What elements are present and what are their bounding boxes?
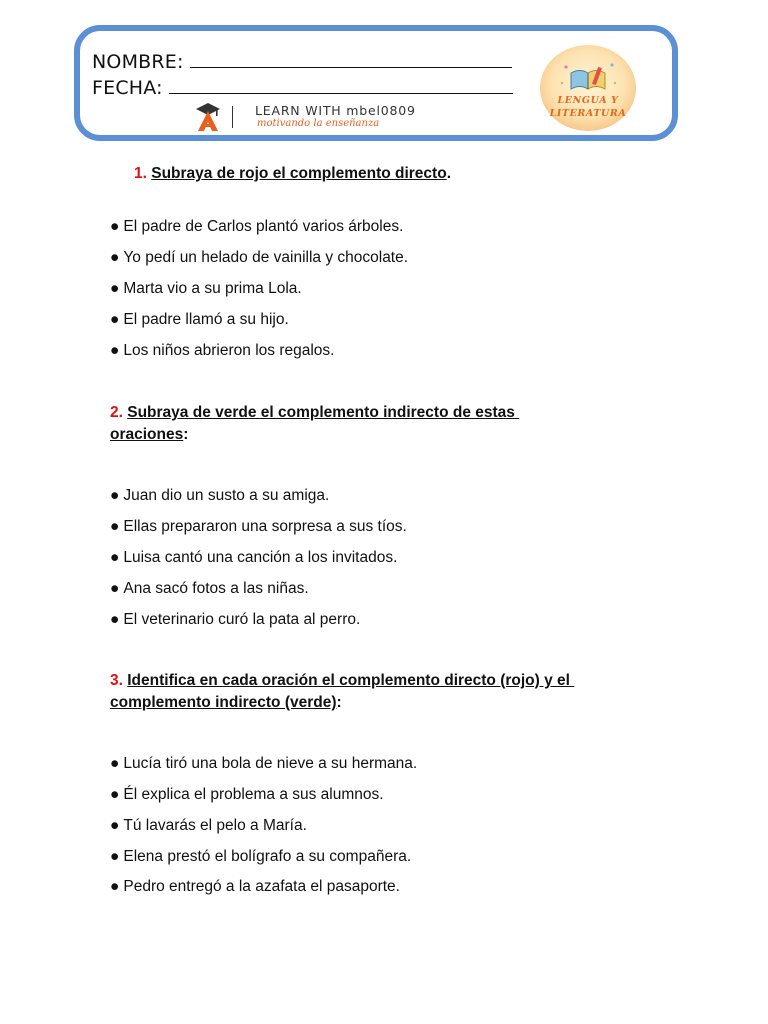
- bullet-icon: ●: [110, 311, 120, 328]
- bullet-icon: ●: [110, 549, 120, 566]
- badge-circle-icon: [538, 43, 638, 133]
- sentence: Ellas prepararon una sorpresa a sus tíos.: [123, 518, 407, 535]
- list-item: [110, 248, 408, 268]
- question-tail: :: [336, 694, 342, 711]
- bullet-icon: ●: [110, 249, 120, 266]
- bullet-icon: ●: [110, 580, 120, 597]
- question-2-title: [110, 402, 670, 446]
- worksheet-header: [74, 25, 678, 141]
- bullet-icon: ●: [110, 817, 120, 834]
- brand-tagline: motivando la enseñanza: [257, 117, 380, 129]
- list-item: [110, 548, 397, 568]
- badge-line1: LENGUA Y: [557, 95, 619, 106]
- bullet-icon: ●: [110, 611, 120, 628]
- list-item: [110, 517, 407, 537]
- question-text-line2: oraciones: [110, 426, 184, 443]
- question-text-line1: Identifica en cada oración el complemento directo (rojo) y el: [127, 672, 570, 689]
- sentence: Los niños abrieron los regalos.: [123, 342, 335, 359]
- list-item: [110, 610, 360, 630]
- list-item: [110, 579, 309, 599]
- bullet-icon: ●: [110, 280, 120, 297]
- question-text-line1: Subraya de verde el complemento indirecto de estas: [127, 404, 515, 421]
- list-item: [110, 877, 400, 897]
- bullet-icon: ●: [110, 786, 120, 803]
- list-item: [110, 847, 411, 867]
- badge-line2: LITERATURA: [549, 108, 627, 119]
- bullet-icon: ●: [110, 878, 120, 895]
- question-number: 2.: [110, 404, 123, 421]
- sentence: Tú lavarás el pelo a María.: [123, 817, 307, 834]
- brand-logo: [192, 103, 416, 131]
- name-label: NOMBRE:: [92, 51, 184, 73]
- brand-text: LEARN WITH mbel0809: [255, 103, 416, 119]
- list-item: [110, 310, 289, 330]
- sentence: Él explica el problema a sus alumnos.: [123, 786, 384, 803]
- question-tail: :: [183, 426, 189, 443]
- question-number: 3.: [110, 672, 123, 689]
- graduation-cap-icon: [192, 102, 226, 132]
- sentence: Lucía tiró una bola de nieve a su hermana.: [123, 755, 418, 772]
- sentence: Ana sacó fotos a las niñas.: [123, 580, 309, 597]
- question-number: 1.: [134, 165, 147, 182]
- name-blank-line[interactable]: [190, 51, 512, 68]
- sentence: Yo pedí un helado de vainilla y chocolate.: [123, 249, 409, 266]
- question-3-title: [110, 670, 710, 714]
- lengua-literatura-badge: [538, 43, 638, 133]
- sentence: El padre de Carlos plantó varios árboles.: [123, 218, 404, 235]
- sentence: El padre llamó a su hijo.: [123, 311, 289, 328]
- sentence: Elena prestó el bolígrafo a su compañera.: [123, 848, 412, 865]
- question-text-line2: complemento indirecto (verde): [110, 694, 337, 711]
- bullet-icon: ●: [110, 342, 120, 359]
- bullet-icon: ●: [110, 755, 120, 772]
- sentence: Luisa cantó una canción a los invitados.: [123, 549, 398, 566]
- list-item: [110, 279, 302, 299]
- question-1-title: [134, 163, 451, 185]
- date-field[interactable]: [92, 77, 513, 99]
- list-item: [110, 486, 329, 506]
- list-item: [110, 217, 403, 237]
- list-item: [110, 816, 307, 836]
- date-blank-line[interactable]: [169, 77, 513, 94]
- bullet-icon: ●: [110, 218, 120, 235]
- list-item: [110, 785, 384, 805]
- list-item: [110, 754, 417, 774]
- sentence: Juan dio un susto a su amiga.: [123, 487, 330, 504]
- name-field[interactable]: [92, 51, 512, 73]
- bullet-icon: ●: [110, 848, 120, 865]
- sentence: El veterinario curó la pata al perro.: [123, 611, 361, 628]
- bullet-icon: ●: [110, 487, 120, 504]
- question-tail: .: [446, 165, 451, 182]
- sentence: Pedro entregó a la azafata el pasaporte.: [123, 878, 400, 895]
- bullet-icon: ●: [110, 518, 120, 535]
- date-label: FECHA:: [92, 77, 163, 99]
- sentence: Marta vio a su prima Lola.: [123, 280, 302, 297]
- brand-divider: [232, 106, 233, 128]
- list-item: [110, 341, 334, 361]
- question-text: Subraya de rojo el complemento directo: [151, 165, 447, 182]
